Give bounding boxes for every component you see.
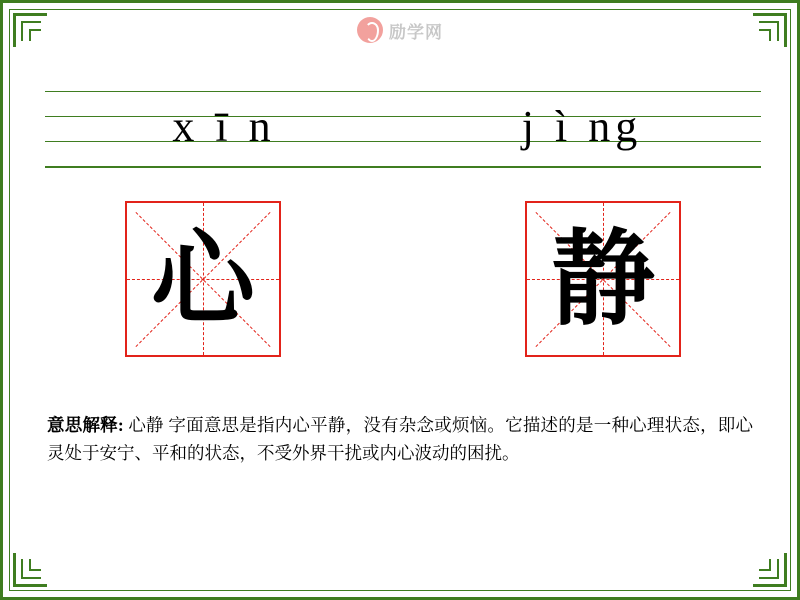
explanation-label: 意思解释: <box>47 415 124 435</box>
tian-zi-ge-grid-2 <box>525 201 681 357</box>
pinyin-row <box>45 91 761 166</box>
flame-logo-icon <box>357 17 383 43</box>
character-row <box>3 201 800 357</box>
staff-line-4 <box>45 166 761 168</box>
character-cell-2 <box>403 201 800 357</box>
pinyin-text-1: x ī n <box>172 102 276 151</box>
character-cell-1 <box>3 201 403 357</box>
explanation-block <box>47 411 753 468</box>
corner-ornament-bottom-right <box>747 547 787 587</box>
site-watermark <box>357 17 443 43</box>
corner-ornament-top-left <box>13 13 53 53</box>
corner-ornament-top-right <box>747 13 787 53</box>
character-glyph-2: 静 <box>550 217 655 340</box>
character-glyph-1: 心 <box>150 217 255 340</box>
pinyin-text-2: j ì ng <box>521 102 643 151</box>
site-name-label: 励学网 <box>389 22 443 42</box>
corner-ornament-bottom-left <box>13 547 53 587</box>
explanation-text: 心静 字面意思是指内心平静，没有杂念或烦恼。它描述的是一种心理状态，即心灵处于安宁、平和的状态，不受外界干扰或内心波动的困扰。 <box>47 415 754 464</box>
tian-zi-ge-grid-1 <box>125 201 281 357</box>
pinyin-staff <box>45 91 761 169</box>
